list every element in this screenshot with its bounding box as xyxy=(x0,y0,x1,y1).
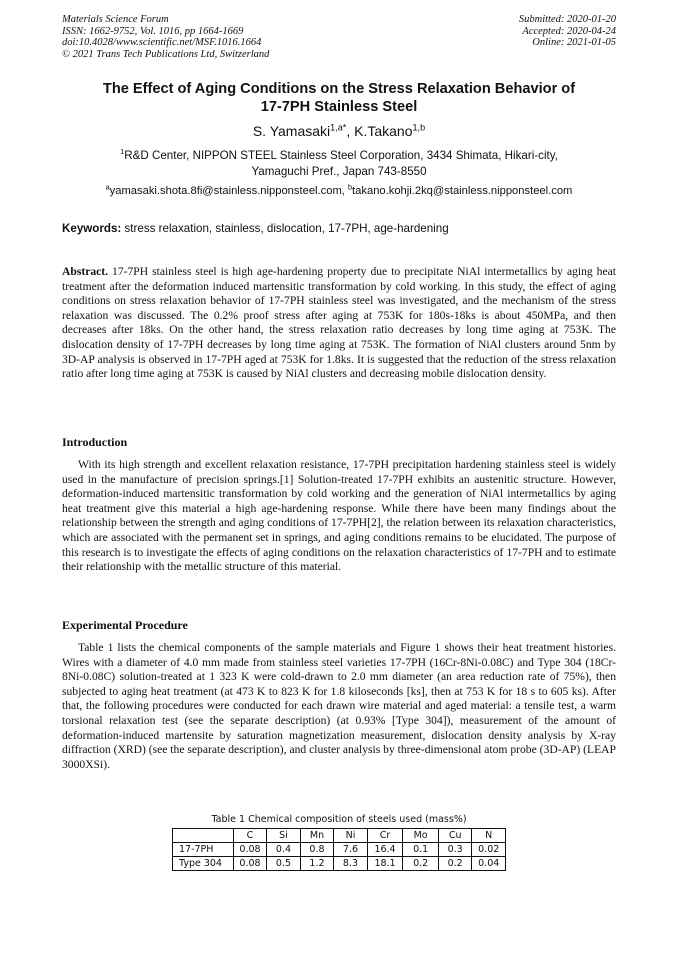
section-heading-introduction: Introduction xyxy=(62,435,128,449)
table-header-cell: Cu xyxy=(438,829,472,843)
table-cell: 0.2 xyxy=(403,857,439,871)
section-heading-experimental: Experimental Procedure xyxy=(62,618,188,632)
table-header-cell: Cr xyxy=(367,829,403,843)
journal-doi: doi:10.4028/www.scientific.net/MSF.1016.1664 xyxy=(62,37,262,48)
table-header-cell xyxy=(173,829,234,843)
accepted-date: Accepted: 2020-04-24 xyxy=(522,25,616,37)
table-caption: Table 1 Chemical composition of steels used (mass%) xyxy=(211,814,467,825)
introduction-paragraph: With its high strength and excellent relaxation resistance, 17-7PH precipitation hardening stainless steel is widely used in the manufacture of precision springs.[1] Solution-treated 17-7PH exhibits an austenitic structure. However, deformation-induced martensitic transformation by cold working and the generation of NiAl intermetallics by aging heat treatment give this material a high age-hardening response. While there have been many findings about the relationship between the strength and aging conditions of 17-7PH[2], the relation between its relaxation characteristics, which are associated with the permanent set in springs, and aging conditions remains to be elucidated. The purpose of this research is to investigate the effects of aging conditions on the relaxation characteristics of 17-7PH and to estimate their relationship with the metallic structure of this material. xyxy=(62,458,616,574)
journal-info xyxy=(62,14,269,60)
affiliation-mark: 1 xyxy=(120,147,125,157)
table-row xyxy=(173,843,506,857)
table-cell: 0.02 xyxy=(472,843,506,857)
author-name: S. Yamasaki xyxy=(252,123,331,139)
table-header-cell: Ni xyxy=(334,829,368,843)
table-header-cell: Si xyxy=(267,829,301,843)
keywords-text: stress relaxation, stainless, dislocation, 17-7PH, age-hardening xyxy=(121,222,449,235)
publication-dates xyxy=(519,14,616,49)
paper-title xyxy=(62,80,616,116)
table-cell: 16.4 xyxy=(367,843,403,857)
table-cell: 0.8 xyxy=(300,843,334,857)
table-row xyxy=(173,857,506,871)
table-cell: 1.2 xyxy=(300,857,334,871)
table-row-header: Type 304 xyxy=(173,857,234,871)
author-name: K.Takano xyxy=(354,123,413,139)
email-link: yamasaki.shota.8fi@stainless.nipponsteel.com, xyxy=(109,185,348,197)
table-cell: 0.2 xyxy=(438,857,472,871)
abstract xyxy=(62,265,616,382)
table-cell: 0.08 xyxy=(233,857,267,871)
submitted-date: Submitted: 2020-01-20 xyxy=(518,14,616,25)
table-header-row xyxy=(173,829,506,843)
composition-table xyxy=(172,828,506,871)
table-cell: 18.1 xyxy=(367,857,403,871)
author-emails xyxy=(62,184,616,199)
email-mark: a xyxy=(105,182,110,192)
affiliation xyxy=(62,148,616,180)
journal-issn: ISSN: 1662-9752, Vol. 1016, pp 1664-1669 xyxy=(62,25,244,37)
keywords xyxy=(62,221,616,236)
table-cell: 0.04 xyxy=(472,857,506,871)
table-cell: 0.1 xyxy=(403,843,439,857)
paper-title-line2: 17-7PH Stainless Steel xyxy=(260,99,418,115)
abstract-label: Abstract. xyxy=(62,265,109,278)
table-cell: 7.6 xyxy=(334,843,368,857)
email-mark: b xyxy=(348,182,353,192)
table-cell: 0.3 xyxy=(438,843,472,857)
table-header-cell: Mn xyxy=(300,829,334,843)
keywords-label: Keywords: xyxy=(62,222,122,235)
table-row-header: 17-7PH xyxy=(173,843,234,857)
affiliation-line2: Yamaguchi Pref., Japan 743-8550 xyxy=(251,165,427,178)
table-cell: 8.3 xyxy=(334,857,368,871)
email-link: takano.kohji.2kq@stainless.nipponsteel.com xyxy=(352,185,573,197)
table-header-cell: Mo xyxy=(403,829,439,843)
table-cell: 0.4 xyxy=(267,843,301,857)
table-header-cell: C xyxy=(233,829,267,843)
table-header-cell: N xyxy=(472,829,506,843)
author-separator: , xyxy=(346,123,355,139)
affiliation-line1: R&D Center, NIPPON STEEL Stainless Steel Corporation, 3434 Shimata, Hikari-city, xyxy=(124,149,558,162)
online-date: Online: 2021-01-05 xyxy=(532,37,616,48)
journal-copyright: © 2021 Trans Tech Publications Ltd, Switzerland xyxy=(62,48,270,60)
author-list xyxy=(62,122,616,140)
table-cell: 0.08 xyxy=(233,843,267,857)
table-cell: 0.5 xyxy=(267,857,301,871)
author-affiliation-mark: 1,b xyxy=(412,122,426,133)
abstract-text: 17-7PH stainless steel is high age-hardening property due to precipitate NiAl intermetallics by aging heat treatment after the deformation induced martensitic transformation by cold working. In this study, the effect of aging conditions on stress relaxation behavior of 17-7PH stainless steel was investigated, and the mechanism of the stress relaxation was discussed. The 0.2% proof stress after aging at 753K for 180s-18ks is about 450MPa, and then decreases after 18ks. On the other hand, the stress relaxation ratio decreases by long time aging at 753K. The dislocation density of 17-7PH decreases by long time aging at 753K. The formation of NiAl clusters around 5nm by 3D-AP analysis is observed in 17-7PH aged at 753K for 1.8ks. It is suggested that the reduction of the stress relaxation ratio after long time aging at 753K is caused by NiAl clusters and decreasing mobile dislocation density. xyxy=(62,265,616,381)
experimental-paragraph: Table 1 lists the chemical components of the sample materials and Figure 1 shows their heat treatment histories. Wires with a diameter of 4.0 mm made from stainless steel varieties 17-7PH (16Cr-8Ni-0.08C) and Type 304 (18Cr-8Ni-0.08C) solution-treated at 1 323 K were cold-drawn to 2.0 mm diameter (an area reduction rate of 75%), then subjected to aging heat treatment (at 473 K to 823 K for 1.8 kiloseconds [ks], then at 753 K for 18 s to 605 ks). After that, the following procedures were conducted for each drawn wire material and aged material: a tensile test, a warm torsional relaxation test (see the separate description) (at 0.93% [Type 304]), measurement of the amount of deformation-induced martensite by saturation magnetization measurement, dislocation density analysis by X-ray diffraction (XRD) (see the separate description), and cluster analysis by three-dimensional atom probe (3D-AP) (LEAP 3000XSi). xyxy=(62,641,616,771)
journal-name: Materials Science Forum xyxy=(62,14,169,25)
author-affiliation-mark: 1,a* xyxy=(330,122,347,133)
paper-title-line1: The Effect of Aging Conditions on the Stress Relaxation Behavior of xyxy=(102,81,576,97)
